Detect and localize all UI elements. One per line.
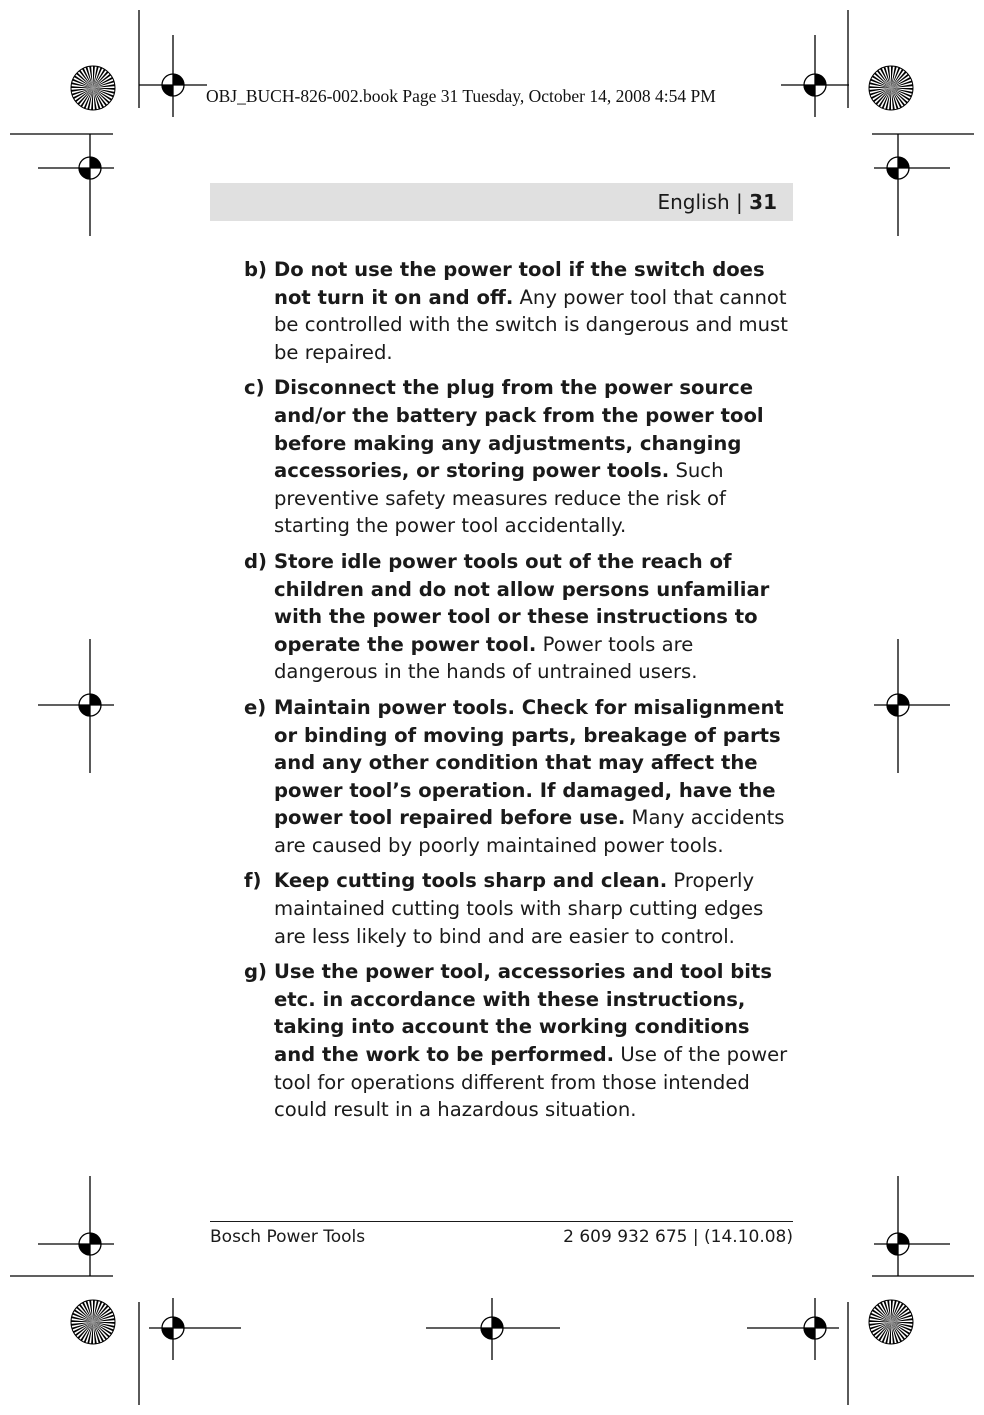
- item-body: [274, 256, 796, 366]
- list-item: [244, 548, 796, 686]
- registration-mark-right-upper: [874, 134, 950, 236]
- page-header: [210, 183, 793, 221]
- item-text: Use of the power tool for operations different from those intended could result in a hazardous situation.: [274, 1043, 788, 1122]
- registration-mark-right-lower: [874, 1176, 950, 1276]
- footer-publisher: Bosch Power Tools: [210, 1227, 366, 1247]
- header-separator: |: [729, 190, 750, 214]
- registration-mark-left-upper: [38, 134, 114, 236]
- item-heading: Do not use the power tool if the switch does not turn it on and off.: [274, 258, 765, 309]
- registration-mark-bottom-right: [747, 1298, 839, 1360]
- item-text: Many accidents are caused by poorly maintained power tools.: [274, 806, 785, 857]
- starburst-bottom-left: [71, 1300, 115, 1344]
- item-letter: d): [244, 549, 267, 573]
- safety-instructions-list: [244, 256, 796, 1132]
- item-letter: b): [244, 258, 267, 281]
- item-text: Any power tool that cannot be controlled with the switch is dangerous and must be repaired.: [274, 285, 788, 364]
- registration-mark-left-middle: [38, 639, 114, 773]
- item-heading: Disconnect the plug from the power source and/or the battery pack from the power tool before making any adjustments, changing accessories, or storing power tools.: [274, 376, 764, 483]
- item-heading: Use the power tool, accessories and tool bits etc. in accordance with these instructions, taking into account the working conditions and the work to be performed.: [274, 960, 773, 1067]
- page-header-label: [657, 189, 777, 215]
- registration-mark-right-middle: [874, 639, 950, 773]
- footer-document-code: 2 609 932 675 | (14.10.08): [563, 1227, 793, 1247]
- item-body: [274, 374, 796, 540]
- list-item: [244, 694, 796, 860]
- item-body: [274, 694, 796, 860]
- footer-divider: [210, 1221, 793, 1222]
- list-item: [244, 374, 796, 540]
- item-letter: c): [244, 376, 265, 400]
- item-heading: Store idle power tools out of the reach of children and do not allow persons unfamiliar with the power tool or these instructions to operate the power tool.: [274, 549, 770, 656]
- item-letter: e): [244, 695, 267, 719]
- header-page-number: 31: [749, 190, 777, 214]
- item-text: Properly maintained cutting tools with sharp cutting edges are less likely to bind and are easier to control.: [274, 869, 764, 948]
- item-body: [274, 958, 796, 1124]
- registration-mark-bottom-left: [149, 1298, 241, 1360]
- item-letter: f): [244, 869, 262, 893]
- item-text: Power tools are dangerous in the hands of untrained users.: [274, 632, 698, 684]
- item-body: [274, 548, 796, 686]
- starburst-top-right: [869, 66, 913, 110]
- header-language: English: [657, 190, 730, 214]
- item-text: Such preventive safety measures reduce the risk of starting the power tool accidentally.: [274, 459, 726, 538]
- item-body: [274, 867, 796, 950]
- registration-mark-top-left: [139, 35, 207, 117]
- list-item: [244, 867, 796, 950]
- starburst-bottom-right: [869, 1300, 913, 1344]
- item-heading: Keep cutting tools sharp and clean.: [274, 869, 668, 893]
- list-item: [244, 958, 796, 1124]
- registration-mark-left-lower: [38, 1176, 114, 1276]
- item-letter: g): [244, 960, 267, 984]
- item-heading: Maintain power tools. Check for misalignment or binding of moving parts, breakage of parts and any other condition that may affect the power tool’s operation. If damaged, have the power tool repaired before use.: [274, 695, 784, 830]
- list-item: [244, 256, 796, 366]
- registration-mark-bottom-center: [426, 1298, 560, 1360]
- starburst-top-left: [71, 66, 115, 110]
- print-job-info: OBJ_BUCH-826-002.book Page 31 Tuesday, October 14, 2008 4:54 PM: [206, 86, 796, 106]
